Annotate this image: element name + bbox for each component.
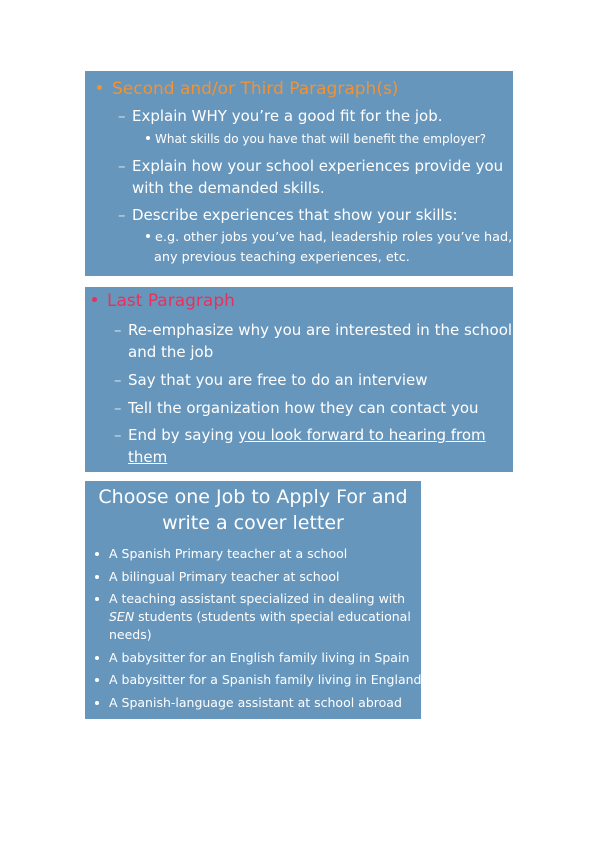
- bullet-icon: [95, 656, 99, 660]
- list-item: – Tell the organization how they can contact you: [114, 399, 479, 417]
- list-item-continuation: with the demanded skills.: [132, 179, 325, 197]
- bullet-icon: [95, 597, 99, 601]
- list-item-continuation: [128, 446, 167, 468]
- sub-list-item-continuation: any previous teaching experiences, etc.: [154, 250, 410, 265]
- heading-text: Last Paragraph: [107, 291, 235, 311]
- job-item: A teaching assistant specialized in dealing with SEN students (students with special educational needs): [93, 590, 421, 644]
- job-item: A babysitter for a Spanish family living in England: [93, 671, 421, 689]
- job-choices-panel: [85, 481, 421, 719]
- list-item: – Explain how your school experiences provide you: [118, 157, 504, 175]
- bullet-icon: [95, 552, 99, 556]
- list-item: – Describe experiences that show your skills:: [118, 206, 458, 224]
- last-paragraph-panel: [85, 287, 513, 472]
- bullet-icon: [92, 297, 97, 302]
- list-item: – Explain WHY you’re a good fit for the job.: [118, 107, 443, 125]
- job-item: A Spanish Primary teacher at a school: [93, 545, 421, 563]
- underlined-phrase: them: [128, 448, 168, 466]
- list-item-continuation: and the job: [128, 343, 214, 361]
- heading-text: Second and/or Third Paragraph(s): [112, 79, 399, 99]
- bullet-icon: [97, 85, 102, 90]
- bullet-icon: [146, 234, 150, 238]
- section-heading: [97, 79, 398, 99]
- bullet-icon: [95, 701, 99, 705]
- list-item: – End by saying you look forward to hearing from: [114, 426, 486, 444]
- sub-list-item: What skills do you have that will benefit the employer?: [146, 130, 486, 148]
- bullet-icon: [95, 678, 99, 682]
- panel-title: Choose one Job to Apply For and write a cover letter: [98, 486, 408, 534]
- job-item: A bilingual Primary teacher at school: [93, 568, 421, 586]
- bullet-icon: [146, 136, 150, 140]
- job-item: A Spanish-language assistant at school abroad: [93, 694, 421, 712]
- list-item: – Say that you are free to do an interview: [114, 371, 428, 389]
- emphasis-text: SEN: [109, 609, 135, 625]
- sub-list-item: e.g. other jobs you’ve had, leadership roles you’ve had,: [146, 229, 512, 247]
- list-item: – Re-emphasize why you are interested in the school: [114, 321, 513, 339]
- job-list: [93, 545, 421, 717]
- underlined-phrase: you look forward to hearing from: [238, 426, 486, 444]
- paragraph-tips-panel: [85, 71, 513, 276]
- job-item: A babysitter for an English family living in Spain: [93, 649, 421, 667]
- bullet-icon: [95, 575, 99, 579]
- section-heading: [92, 291, 235, 311]
